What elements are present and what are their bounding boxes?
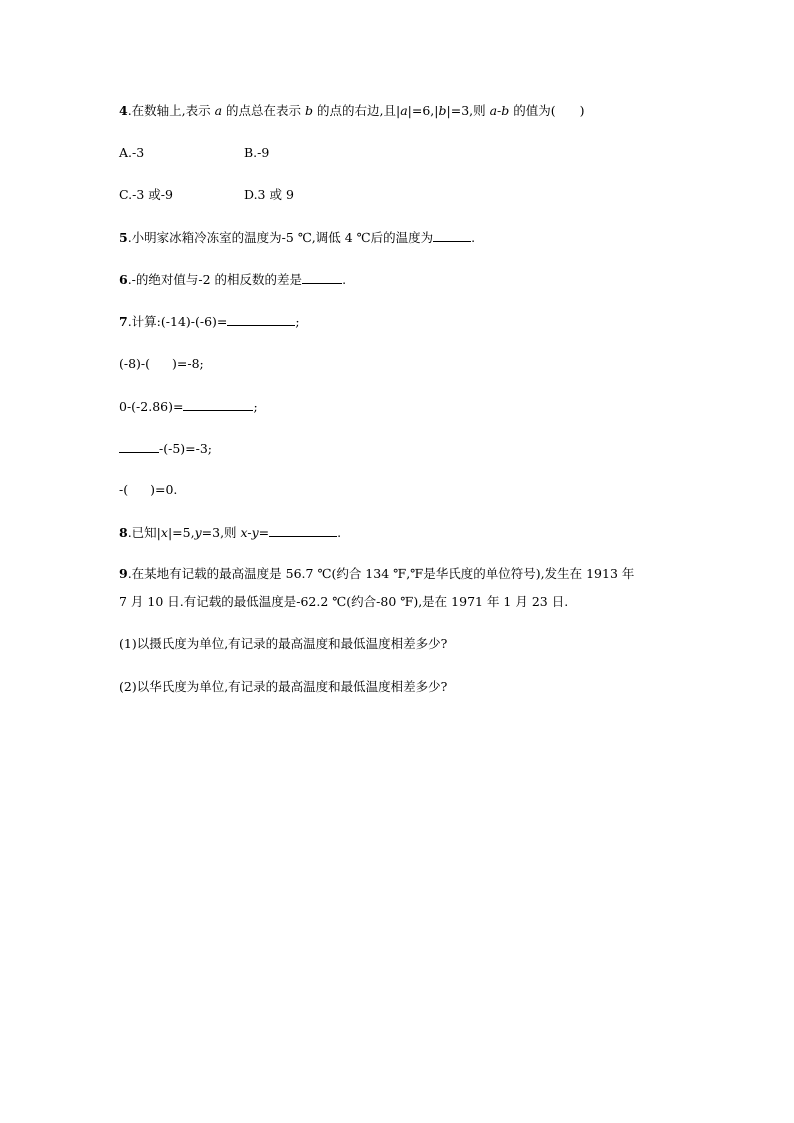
option-c[interactable]: C.-3 或-9 (119, 187, 173, 202)
question-number: 5 (119, 230, 128, 245)
question-6: 6.-的绝对值与-2 的相反数的差是 . (119, 272, 347, 287)
question-7-line-5: -( )=0. (119, 482, 178, 497)
question-9-part-2: (2)以华氏度为单位,有记录的最高温度和最低温度相差多少? (119, 679, 448, 694)
question-5: 5.小明家冰箱冷冻室的温度为-5 ℃,调低 4 ℃后的温度为 . (119, 230, 476, 245)
question-number: 8 (119, 525, 128, 540)
question-7-line-2: (-8)-( )=-8; (119, 356, 204, 371)
answer-blank[interactable] (269, 524, 337, 537)
answer-blank[interactable] (433, 229, 471, 242)
question-number: 4 (119, 103, 128, 118)
answer-blank[interactable] (119, 440, 159, 453)
question-9: 9.在某地有记载的最高温度是 56.7 ℃(约合 134 ℉,℉是华氏度的单位符号),发生在 1913 年 (119, 566, 635, 581)
question-8: 8.已知|x|=5,y=3,则 x-y= . (119, 525, 342, 540)
answer-blank[interactable] (227, 313, 295, 326)
question-9-line-2: 7 月 10 日.有记载的最低温度是-62.2 ℃(约合-80 ℉),是在 1971 年 1 月 23 日. (119, 594, 569, 609)
answer-blank[interactable] (183, 398, 253, 411)
question-number: 7 (119, 314, 128, 329)
option-a[interactable]: A.-3 (119, 145, 145, 160)
answer-blank[interactable] (302, 271, 342, 284)
question-7-line-3: 0-(-2.86)= ; (119, 399, 258, 414)
question-7: 7.计算:(-14)-(-6)= ; (119, 314, 300, 329)
question-number: 6 (119, 272, 128, 287)
option-d[interactable]: D.3 或 9 (244, 187, 294, 202)
option-b[interactable]: B.-9 (244, 145, 270, 160)
question-4: 4.在数轴上,表示 a 的点总在表示 b 的点的右边,且|a|=6,|b|=3,则 a-b 的值为( ) (119, 103, 585, 118)
question-7-line-4: -(-5)=-3; (119, 440, 212, 457)
question-9-part-1: (1)以摄氏度为单位,有记录的最高温度和最低温度相差多少? (119, 636, 448, 651)
question-number: 9 (119, 566, 128, 581)
